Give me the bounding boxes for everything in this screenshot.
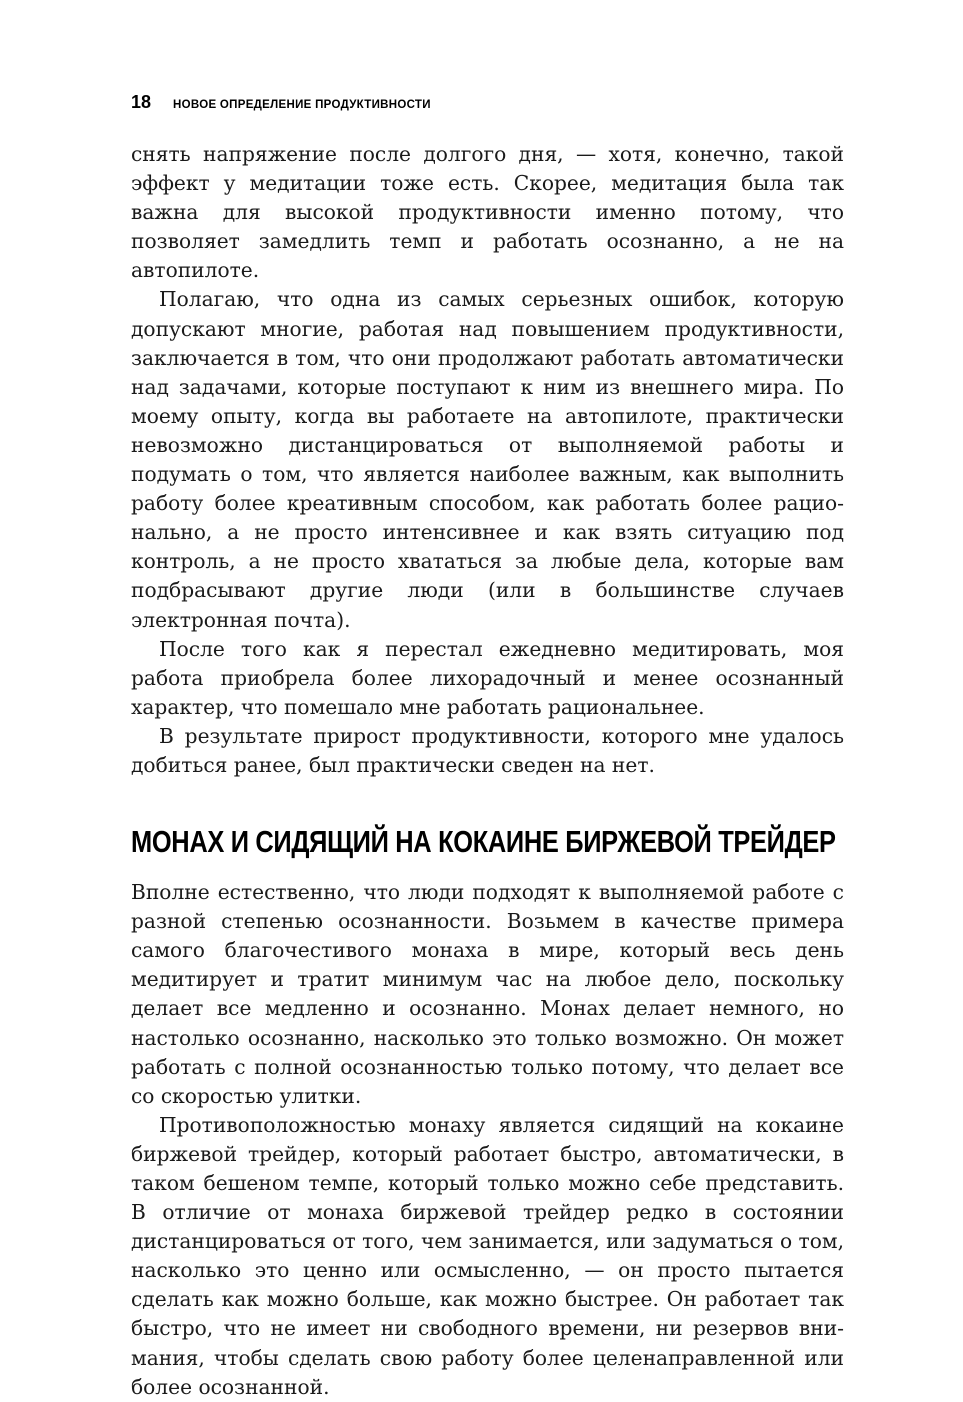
running-title: НОВОЕ ОПРЕДЕЛЕНИЕ ПРОДУКТИВНОСТИ bbox=[173, 99, 431, 111]
page-number: 18 bbox=[131, 92, 152, 112]
section-paragraph: Противоположностью монаху является сидящий на кокаине биржевой трейдер, который работает быстро, автоматически, в таком бешеном темпе, который только можно себе представить. В отличие от монаха биржевой трейдер редко в состоянии дистанцироваться от того, чем занимается, или задуматься о том, насколько это ценно или осмысленно, — он просто пытается сделать как можно больше, как можно быстрее. Он работает так быстро, что не имеет ни свободного времени, ни резервов внимания, чтобы сделать свою работу более целенаправленной или более осознанной. bbox=[131, 1112, 844, 1399]
body-paragraph: В результате прирост продуктивности, которого мне удалось добиться ранее, был практически сведен на нет. bbox=[131, 723, 844, 777]
page-content bbox=[131, 140, 844, 1402]
body-paragraph: После того как я перестал ежедневно медитировать, моя работа приобрела более лихорадочный и менее осознанный характер, что помешало мне работать рациональнее. bbox=[131, 636, 844, 719]
body-paragraph: Полагаю, что одна из самых серьезных ошибок, которую допускают многие, работая над повышением продуктивности, заключается в том, что они продолжают работать автоматически над задачами, которые поступают к ним из внешнего мира. По моему опыту, когда вы работаете на автопилоте, практически невозможно дистанцироваться от выполняемой работы и подумать о том, что является наиболее важным, как выполнить работу более креативным способом, как работать более рационально, а не просто интенсивнее и как взять ситуацию под контроль, а не просто хвататься за любые дела, которые вам подбрасывают другие люди (или в большинстве случаев электронная почта). bbox=[131, 287, 844, 632]
body-paragraph: снять напряжение после долгого дня, — хотя, конечно, такой эффект у медитации тоже есть. Скорее, медитация была так важна для высокой продуктивности именно потому, что позволяет замедлить темп и работать осознанно, а не на автопилоте. bbox=[131, 142, 844, 283]
section-paragraph: Вполне естественно, что люди подходят к выполняемой работе с разной степенью осознанности. Возьмем в качестве примера самого благочестивого монаха в мире, который весь день медитирует и тратит минимум час на любое дело, поскольку делает все медленно и осознанно. Монах делает немного, но настолько осознанно, насколько это только возможно. Он может работать с полной осознанностью только потому, что делает все со скоростью улитки. bbox=[131, 880, 844, 1108]
page-header bbox=[131, 92, 431, 113]
section-heading: МОНАХ И СИДЯЩИЙ НА КОКАИНЕ БИРЖЕВОЙ ТРЕЙДЕР bbox=[131, 824, 836, 860]
